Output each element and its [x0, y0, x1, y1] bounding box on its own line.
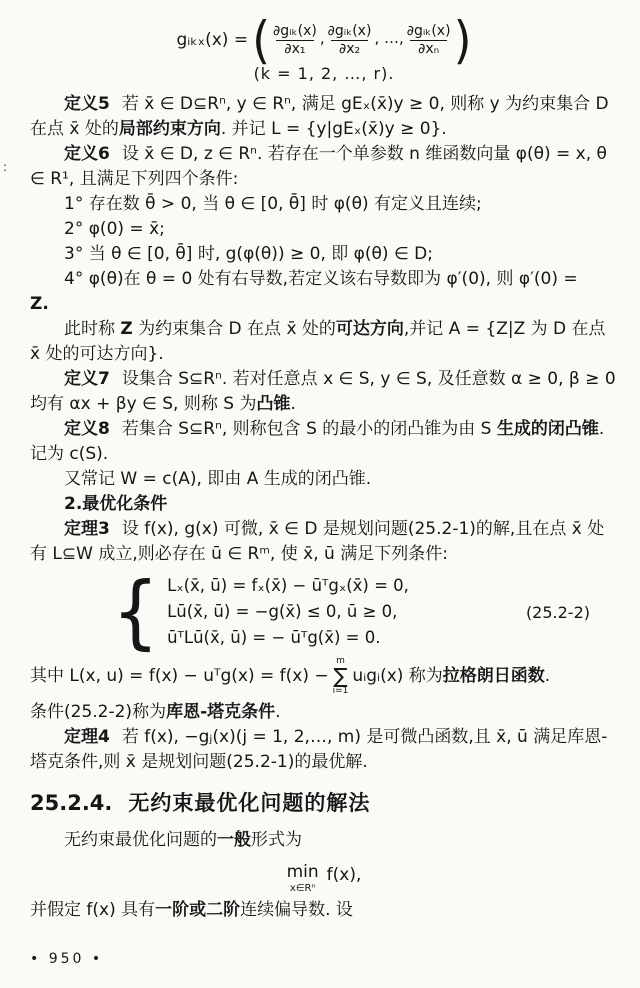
equation-number: (25.2-2) — [525, 602, 590, 622]
partial-fraction-1: $\frac{\text{∂gᵢₖ(x)}}{\text{∂x₁}}$ — [273, 23, 317, 58]
theorem-4: 定理4 若 f(x), −gⱼ(x)(j = 1, 2,…, m) 是可微凸函数,且 x̄, ū 满足库恩-塔克条件,则 x̄ 是规划问题(25.2-1)的最优解. — [30, 727, 608, 773]
subsection-2-heading: 2.最优化条件 — [64, 494, 168, 515]
condition-4: 4° φ(θ)在 θ = 0 处有右导数,若定义该右导数即为 φ′(0), 则 φ′(0) = — [64, 269, 578, 290]
equation-line-3: ūᵀLū(x̄, ū) = − ūᵀg(x̄) = 0. — [167, 628, 381, 648]
lagrange-function-line: 其中 L(x, u) = f(x) − uᵀg(x) = f(x) − m ∑ i=1 uᵢgᵢ(x) 称为 拉格朗日函数 . — [30, 656, 551, 697]
equation-line-1: Lₓ(x̄, ū) = fₓ(x̄) − ūᵀgₓ(x̄) = 0, — [167, 576, 409, 596]
page-number: • 950 • — [30, 951, 104, 968]
scan-artifact-mark: : — [3, 160, 8, 174]
definition-7: 定义7 设集合 S⊆Rⁿ. 若对任意点 x ∈ S, y ∈ S, 及任意数 α ≥ 0, β ≥ 0 均有 αx + βy ∈ S, 则称 S 为凸锥. — [30, 369, 616, 415]
section-heading-25-2-4: 25.2.4. 无约束最优化问题的解法 — [30, 791, 371, 816]
open-paren: ( — [252, 10, 271, 70]
formula-lhs: gᵢₖₓ(x) = — [176, 30, 249, 51]
ellipsis: , …, — [374, 29, 404, 48]
min-expression: f(x), — [326, 865, 362, 886]
condition-1: 1° 存在数 θ̄ > 0, 当 θ ∈ [0, θ̄] 时 φ(θ) 有定义且连续; — [64, 194, 482, 215]
definition-5: 定义5 若 x̄ ∈ D⊆Rⁿ, y ∈ Rⁿ, 满足 gEₓ(x̄)y ≥ 0, 则称 y 为约束集合 D 在点 x̄ 处的局部约束方向. 并记 L = {y|gEₓ(x̄)y ≥ 0}. — [30, 94, 609, 140]
gradient-formula — [30, 10, 618, 70]
definition-8: 定义8 若集合 S⊆Rⁿ, 则称包含 S 的最小的闭凸锥为由 S 生成的闭凸锥. 记为 c(S). — [30, 419, 605, 465]
theorem-3: 定理3 设 f(x), g(x) 可微, x̄ ∈ D 是规划问题(25.2-1)的解,且在点 x̄ 处有 L⊆W 成立,则必存在 ū ∈ Rᵐ, 使 x̄, ū 满足下列条件: — [30, 519, 605, 565]
formula-range-line: (k = 1, 2, …, r). — [253, 64, 395, 84]
equation-lines — [167, 573, 409, 651]
attainable-direction-paragraph: 此时称 Z 为约束集合 D 在点 x̄ 处的可达方向,并记 A = {Z|Z 为 D 在点 x̄ 处的可达方向}. — [30, 319, 606, 365]
partial-fraction-2: $\frac{\text{∂gᵢₖ(x)}}{\text{∂x₂}}$ — [327, 23, 372, 58]
equation-line-2: Lū(x̄, ū) = −g(x̄) ≤ 0, ū ≥ 0, — [167, 602, 398, 622]
min-operator: min x∈Rⁿ — [286, 862, 319, 894]
kuhn-tucker-equation-system — [112, 565, 618, 659]
assumption-line: 并假定 f(x) 具有一阶或二阶连续偏导数. 设 — [30, 900, 353, 921]
comma: , — [319, 29, 325, 48]
kuhn-tucker-naming-line: 条件(25.2-2)称为库恩-塔克条件. — [30, 702, 281, 723]
partial-fraction-3: $\frac{\text{∂gᵢₖ(x)}}{\text{∂xₙ}}$ — [406, 23, 451, 58]
condition-2: 2° φ(0) = x̄; — [64, 219, 165, 240]
unconstrained-intro: 无约束最优化问题的一般形式为 — [64, 830, 302, 851]
min-formula — [30, 863, 618, 894]
z-line: Z. — [30, 294, 49, 315]
closed-cone-note: 又常记 W = c(A), 即由 A 生成的闭凸锥. — [64, 469, 372, 490]
definition-6: 定义6 设 x̄ ∈ D, z ∈ Rⁿ. 若存在一个单参数 n 维函数向量 φ(θ) = x, θ ∈ R¹, 且满足下列四个条件: — [30, 144, 607, 190]
left-brace: { — [112, 565, 160, 659]
condition-3: 3° 当 θ ∈ [0, θ̄] 时, g(φ(θ)) ≥ 0, 即 φ(θ) ∈ D; — [64, 244, 433, 265]
summation-symbol: m ∑ i=1 — [332, 656, 349, 697]
close-paren: ) — [453, 10, 472, 70]
